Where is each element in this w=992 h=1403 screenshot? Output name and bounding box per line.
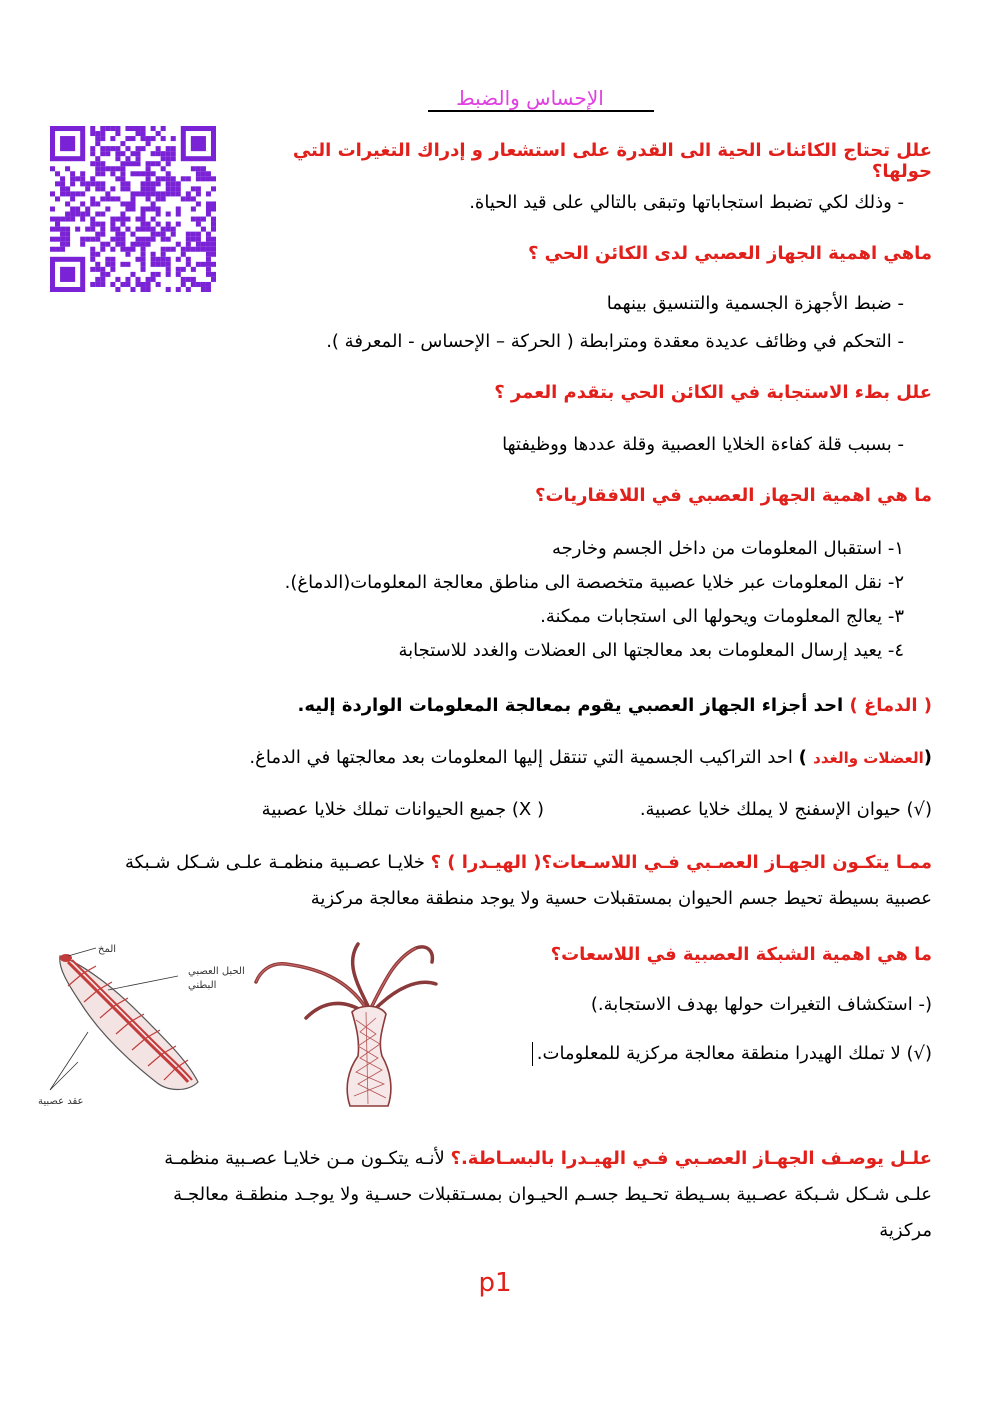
true-false-2: ( X) جميع الحيوانات تملك خلايا عصبية: [261, 799, 544, 820]
text-cursor: [532, 1042, 533, 1066]
true-false-3-text: (√) لا تملك الهيدرا منطقة معالجة مركزية للمعلومات.: [536, 1043, 932, 1064]
answer-1: - وذلك لكي تضبط استجاباتها وتبقى بالتالي على قيد الحياة.: [469, 192, 904, 213]
question-6: ما هي اهمية الشبكة العصبية في اللاسعات؟: [550, 944, 932, 965]
question-7-label: علـل يوصـف الجهـاز العصـبي فـي الهيـدرا بالبسـاطة.؟: [450, 1148, 932, 1169]
answer-4-item: ٢- نقل المعلومات عبر خلايا عصبية متخصصة الى مناطق معالجة المعلومات(الدماغ).: [284, 572, 904, 593]
answer-2-item: - التحكم في وظائف عديدة معقدة ومترابطة ( الحركة – الإحساس - المعرفة ).: [326, 331, 904, 352]
answer-7-line3: مركزية: [879, 1220, 932, 1241]
question-7: [58, 1148, 932, 1169]
worm-label-brain: المخ: [98, 944, 117, 955]
worm-label-ganglia: عقد عصبية: [38, 1096, 84, 1107]
fill-in-2-answer: العضلات والغدد: [813, 749, 924, 767]
answer-4-item: ٤- يعيد إرسال المعلومات بعد معالجتها الى العضلات والغدد للاستجابة: [398, 640, 904, 661]
worm-label-ventral: البطني: [188, 980, 217, 991]
question-5-label: ممـا يتكـون الجهـاز العصـبي فـي اللاسـعات؟( الهيـدرا ) ؟: [430, 852, 932, 873]
fill-in-1-answer: ( الدماغ ): [849, 695, 932, 716]
answer-7-line2: علـى شـكل شـبكة عصـبية بسـيطة تحـيط جسـم الحيـوان بمسـتقبلات حسـية ولا يوجـد منطقـة معالجـة: [173, 1184, 932, 1205]
fill-in-2: [72, 747, 932, 768]
fill-in-1-text: احد أجزاء الجهاز العصبي يقوم بمعالجة المعلومات الواردة إليه.: [297, 695, 850, 716]
answer-4-item: ١- استقبال المعلومات من داخل الجسم وخارجه: [551, 538, 904, 559]
fill-in-2-text: احد التراكيب الجسمية التي تنتقل إليها المعلومات بعد معالجتها في الدماغ.: [249, 747, 799, 768]
page-title: الإحساس والضبط: [456, 86, 604, 110]
hydra-nerve-net-image: [246, 938, 440, 1112]
true-false-3: [432, 1042, 932, 1066]
title-underline: [428, 110, 654, 112]
answer-7-part1: لأنـه يتكـون مـن خلايـا عصـبية منظمـة: [164, 1148, 451, 1169]
worm-label-cord: الحبل العصبي: [188, 966, 245, 977]
answer-5-part1: خلايـا عصـبية منظمـة علـى شـكل شـبكة: [125, 852, 431, 873]
qr-code-icon[interactable]: [50, 126, 216, 292]
true-false-1: (√) حيوان الإسفنج لا يملك خلايا عصبية.: [639, 799, 932, 820]
fill-in-2-close: ): [798, 747, 814, 768]
question-3: علل بطء الاستجابة في الكائن الحي بتقدم العمر ؟: [494, 382, 932, 403]
question-4: ما هي اهمية الجهاز العصبي في اللافقاريات؟: [535, 485, 932, 506]
planarian-nervous-system-image: [38, 942, 245, 1112]
question-1: علل تحتاج الكائنات الحية الى القدرة على استشعار و إدراك التغيرات التي حولها؟: [292, 140, 932, 182]
answer-3: - بسبب قلة كفاءة الخلايا العصبية وقلة عددها ووظيفتها: [502, 434, 904, 455]
fill-in-1: [132, 695, 932, 716]
fill-in-2-open: (: [923, 747, 932, 768]
question-2: ماهي اهمية الجهاز العصبي لدى الكائن الحي ؟: [527, 243, 932, 264]
answer-6: (- استكشاف التغيرات حولها بهدف الاستجابة.): [590, 994, 932, 1015]
page-number: p1: [478, 1268, 512, 1298]
answer-2-item: - ضبط الأجهزة الجسمية والتنسيق بينهما: [606, 293, 904, 314]
answer-5-line2: عصبية بسيطة تحيط جسم الحيوان بمستقبلات حسية ولا يوجد منطقة معالجة مركزية: [310, 888, 932, 909]
answer-4-item: ٣- يعالج المعلومات ويحولها الى استجابات ممكنة.: [540, 606, 904, 627]
question-5: [58, 852, 932, 873]
